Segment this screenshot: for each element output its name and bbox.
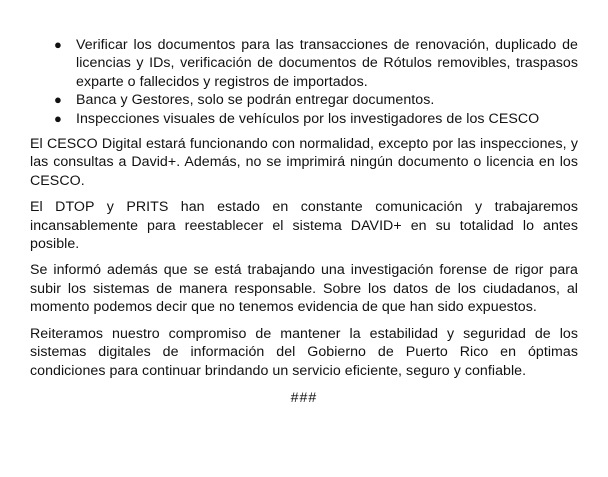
- paragraph-commitment: Reiteramos nuestro compromiso de mantener la estabilidad y seguridad de los sistemas digitales de información del Gobierno de Puerto Rico en óptimas condiciones para continuar brindando un servicio eficiente, seguro y confiable.: [30, 325, 578, 379]
- bullet-list: [30, 36, 578, 128]
- bullet-icon: ●: [54, 92, 62, 108]
- list-item-text: Inspecciones visuales de vehículos por los investigadores de los CESCO: [76, 110, 540, 127]
- bullet-icon: ●: [54, 37, 62, 52]
- list-item: [54, 36, 578, 91]
- list-item-text: Banca y Gestores, solo se podrán entregar documentos.: [76, 92, 435, 109]
- list-item: [54, 91, 578, 109]
- list-item: [54, 110, 578, 128]
- paragraph-cesco-digital: El CESCO Digital estará funcionando con normalidad, excepto por las inspecciones, y las consultas a David+. Además, no se imprimirá ningún documento o licencia en los CESCO.: [30, 136, 578, 189]
- bullet-icon: ●: [54, 110, 62, 126]
- document-body: [30, 36, 578, 407]
- paragraph-forensic-investigation: Se informó además que se está trabajando una investigación forense de rigor para subir los sistemas de manera responsable. Sobre los datos de los ciudadanos, al momento podemos decir que no tenemos evidencia de que han sido expuestos.: [30, 262, 578, 316]
- paragraph-dtop-prits: El DTOP y PRITS han estado en constante comunicación y trabajaremos incansablemente para reestablecer el sistema DAVID+ en su totalidad lo antes posible.: [30, 199, 578, 253]
- list-item-text: Verificar los documentos para las transacciones de renovación, duplicado de licencias y IDs, verificación de documentos de Rótulos removibles, traspasos exparte o fallecidos y registros de importados.: [76, 37, 578, 90]
- end-mark: ###: [290, 389, 318, 406]
